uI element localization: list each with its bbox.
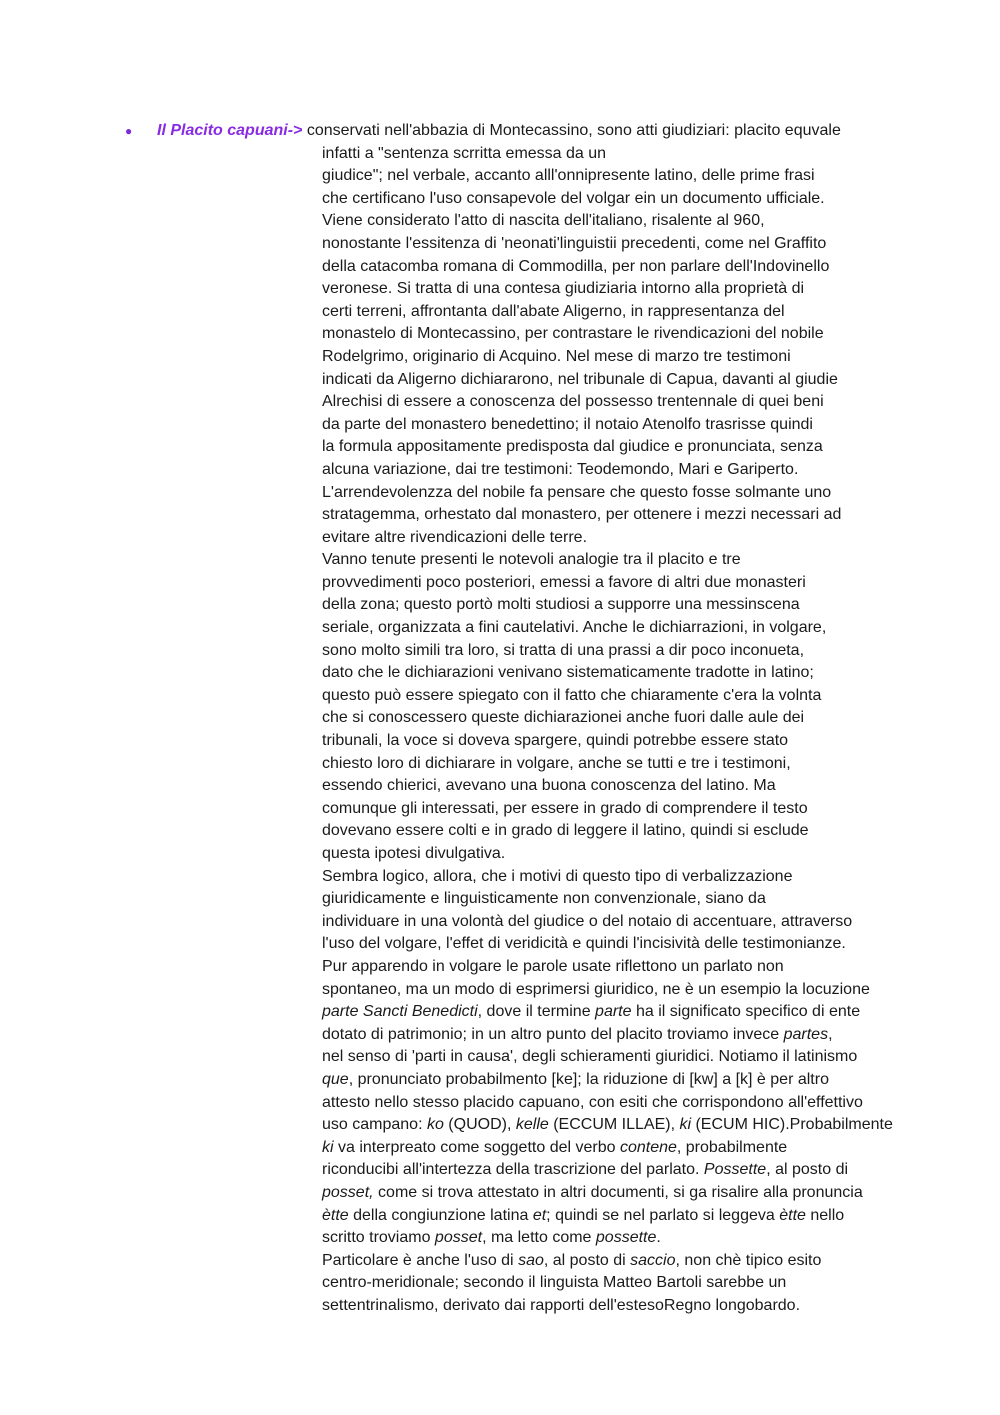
text-segment: , dove il termine <box>477 1003 596 1021</box>
text-segment: individuare in una volontà del giudice o del notaio di accentuare, attraverso <box>322 912 853 930</box>
text-line <box>322 346 922 369</box>
text-line <box>322 1182 922 1205</box>
text-line <box>322 820 922 843</box>
text-line <box>322 572 922 595</box>
text-line <box>322 594 922 617</box>
text-segment: spontaneo, ma un modo di esprimersi giuridico, ne è un esempio la locuzione <box>322 980 870 998</box>
text-line <box>322 414 922 437</box>
text-segment: indicati da Aligerno dichiararono, nel tribunale di Capua, davanti al giudie <box>322 370 838 388</box>
text-segment: riconducibi all'intertezza della trascrizione del parlato. <box>322 1161 704 1179</box>
text-segment: monastelo di Montecassino, per contrastare le rivendicazioni del nobile <box>322 325 824 343</box>
text-segment: (QUOD), <box>443 1116 516 1134</box>
italic-term: posset <box>434 1229 483 1247</box>
text-segment: Sembra logico, allora, che i motivi di questo tipo di verbalizzazione <box>322 867 793 885</box>
text-segment: (ECUM HIC).Probabilmente <box>691 1116 893 1134</box>
italic-term: sao <box>518 1251 544 1269</box>
text-line <box>322 617 922 640</box>
text-segment: da parte del monastero benedettino; il notaio Atenolfo trasrisse quindi <box>322 415 813 433</box>
text-segment: provvedimenti poco posteriori, emessi a favore di altri due monasteri <box>322 573 806 591</box>
text-line <box>322 843 922 866</box>
text-line <box>322 278 922 301</box>
text-segment: centro-meridionale; secondo il linguista Matteo Bartoli sarebbe un <box>322 1274 787 1292</box>
text-segment: , probabilmente <box>676 1138 788 1156</box>
text-line <box>322 911 922 934</box>
text-line <box>322 1092 922 1115</box>
text-line <box>322 798 922 821</box>
text-segment: Pur apparendo in volgare le parole usate riflettono un parlato non <box>322 957 784 975</box>
text-segment: Vanno tenute presenti le notevoli analogie tra il placito e tre <box>322 551 741 569</box>
text-line <box>322 1272 922 1295</box>
text-line <box>322 685 922 708</box>
text-line <box>322 730 922 753</box>
text-line <box>322 323 922 346</box>
text-segment: seriale, organizzata a fini cautelativi. Anche le dichiarrazioni, in volgare, <box>322 619 827 637</box>
italic-term: ki <box>322 1138 334 1156</box>
text-line <box>322 1159 922 1182</box>
text-segment: attesto nello stesso placido capuano, con esiti che corrispondono all'effettivo <box>322 1093 863 1111</box>
text-segment: stratagemma, orhestato dal monastero, per ottenere i mezzi necessari ad <box>322 506 842 524</box>
text-segment: della congiunzione latina <box>348 1206 533 1224</box>
text-segment: come si trova attestato in altri documenti, si ga risalire alla pronuncia <box>373 1183 863 1201</box>
text-segment: settentrinalismo, derivato dai rapporti dell'estesoRegno longobardo. <box>322 1296 801 1314</box>
text-line <box>322 979 922 1002</box>
text-segment: ; quindi se nel parlato si leggeva <box>546 1206 780 1224</box>
text-segment: infatti a "sentenza scrritta emessa da un <box>322 144 607 162</box>
text-segment: della catacomba romana di Commodilla, per non parlare dell'Indovinello <box>322 257 830 275</box>
italic-term: posset, <box>322 1183 374 1201</box>
text-segment: tribunali, la voce si doveva spargere, quindi potrebbe essere stato <box>322 732 789 750</box>
text-segment: questo può essere spiegato con il fatto che chiaramente c'era la volnta <box>322 686 822 704</box>
text-line <box>322 866 922 889</box>
text-segment: nel senso di 'parti in causa', degli schieramenti giuridici. Notiamo il latinismo <box>322 1048 858 1066</box>
text-segment: evitare altre rivendicazioni delle terre. <box>322 528 588 546</box>
text-segment: l'uso del volgare, l'effet di veridicità e quindi l'incisività delle testimonianze. <box>322 935 846 953</box>
text-segment: dotato di patrimonio; in un altro punto del placito troviamo invece <box>322 1025 784 1043</box>
text-line <box>322 482 922 505</box>
italic-term: contene <box>619 1138 677 1156</box>
text-segment: Particolare è anche l'uso di <box>322 1251 519 1269</box>
text-line <box>322 436 922 459</box>
text-segment: giudice"; nel verbale, accanto alll'onnipresente latino, delle prime frasi <box>322 167 815 185</box>
text-segment: ha il significato specifico di ente <box>631 1003 861 1021</box>
text-line <box>322 459 922 482</box>
italic-term: ètte <box>322 1206 349 1224</box>
text-segment: essendo chierici, avevano una buona conoscenza del latino. Ma <box>322 777 776 795</box>
text-segment: Viene considerato l'atto di nascita dell'italiano, risalente al 960, <box>322 212 765 230</box>
text-line <box>322 1069 922 1092</box>
text-line <box>322 956 922 979</box>
text-segment: certi terreni, affrontanta dall'abate Aligerno, in rappresentanza del <box>322 302 785 320</box>
text-line <box>322 888 922 911</box>
text-segment: va interpreato come soggetto del verbo <box>333 1138 620 1156</box>
text-segment: Rodelgrimo, originario di Acquino. Nel mese di marzo tre testimoni <box>322 347 791 365</box>
text-segment: . <box>656 1229 661 1247</box>
text-segment: nonostante l'essitenza di 'neonati'linguistii precedenti, come nel Graffito <box>322 234 827 252</box>
text-line <box>322 165 922 188</box>
text-segment: chiesto loro di dichiarare in volgare, anche se tutti e tre i testimoni, <box>322 754 791 772</box>
text-line <box>322 1137 922 1160</box>
text-segment: la formula appositamente predisposta dal giudice e pronunciata, senza <box>322 438 823 456</box>
text-line <box>322 549 922 572</box>
text-segment: , <box>828 1025 833 1043</box>
text-segment: della zona; questo portò molti studiosi a supporre una messinscena <box>322 596 800 614</box>
text-line <box>322 1295 922 1318</box>
text-line <box>322 188 922 211</box>
italic-term: parte <box>595 1003 632 1021</box>
text-line <box>322 210 922 233</box>
text-line <box>322 1250 922 1273</box>
first-line-text: conservati nell'abbazia di Montecassino, sono atti giudiziari: placito equvale <box>302 122 841 139</box>
italic-term: kelle <box>515 1116 549 1134</box>
text-line <box>322 504 922 527</box>
italic-term: ko <box>426 1116 444 1134</box>
text-line <box>322 640 922 663</box>
italic-term: ètte <box>779 1206 806 1224</box>
italic-term: saccio <box>630 1251 676 1269</box>
italic-term: parte Sancti Benedicti <box>322 1003 478 1021</box>
text-segment: L'arrendevolenzza del nobile fa pensare che questo fosse solmante uno <box>322 483 832 501</box>
italic-term: partes <box>783 1025 829 1043</box>
text-segment: , al posto di <box>766 1161 849 1179</box>
text-line <box>322 933 922 956</box>
text-line <box>322 301 922 324</box>
text-line <box>322 527 922 550</box>
text-segment: che si conoscessero queste dichiarazionei anche fuori dalle aule dei <box>322 709 805 727</box>
text-segment: , al posto di <box>543 1251 631 1269</box>
text-segment: dovevano essere colti e in grado di leggere il latino, quindi si esclude <box>322 822 809 840</box>
italic-term: et <box>532 1206 547 1224</box>
text-segment: dato che le dichiarazioni venivano sistematicamente tradotte in latino; <box>322 664 814 682</box>
text-line <box>322 143 922 166</box>
text-line <box>322 1046 922 1069</box>
text-segment: comunque gli interessati, per essere in grado di comprendere il testo <box>322 799 808 817</box>
text-segment: sono molto simili tra loro, si tratta di una prassi a dir poco inconueta, <box>322 641 805 659</box>
text-segment: alcuna variazione, dai tre testimoni: Teodemondo, Mari e Gariperto. <box>322 460 799 478</box>
text-line <box>322 707 922 730</box>
text-segment: giuridicamente e linguisticamente non convenzionale, siano da <box>322 890 766 908</box>
italic-term: Possette <box>703 1161 767 1179</box>
text-line <box>322 1001 922 1024</box>
text-line <box>322 662 922 685</box>
text-segment: (ECCUM ILLAE), <box>548 1116 680 1134</box>
text-segment: , ma letto come <box>482 1229 596 1247</box>
section-heading: Il Placito capuani-> <box>157 122 303 139</box>
italic-term: que <box>322 1070 349 1088</box>
italic-term: ki <box>679 1116 692 1134</box>
text-segment: Alrechisi di essere a conoscenza del possesso trentennale di quei beni <box>322 393 824 411</box>
text-segment: scritto troviamo <box>322 1229 435 1247</box>
text-segment: che certificano l'uso consapevole del volgar ein un documento ufficiale. <box>322 189 825 207</box>
text-line <box>322 1205 922 1228</box>
text-segment: veronese. Si tratta di una contesa giudiziaria intorno alla proprietà di <box>322 280 805 298</box>
text-line <box>322 256 922 279</box>
body-text <box>322 143 922 1318</box>
bullet-icon: ● <box>125 124 133 138</box>
text-segment: , non chè tipico esito <box>675 1251 822 1269</box>
text-segment: nello <box>805 1206 845 1224</box>
text-line <box>322 391 922 414</box>
first-line <box>157 120 841 143</box>
text-line <box>322 369 922 392</box>
text-segment: uso campano: <box>322 1116 427 1134</box>
text-line <box>322 233 922 256</box>
text-line <box>322 1227 922 1250</box>
text-segment: , pronunciato probabilmento [ke]; la riduzione di [kw] a [k] è per altro <box>348 1070 829 1088</box>
text-line <box>322 1114 922 1137</box>
text-line <box>322 753 922 776</box>
text-line <box>322 1024 922 1047</box>
italic-term: possette <box>595 1229 657 1247</box>
text-segment: questa ipotesi divulgativa. <box>322 845 506 862</box>
text-line <box>322 775 922 798</box>
